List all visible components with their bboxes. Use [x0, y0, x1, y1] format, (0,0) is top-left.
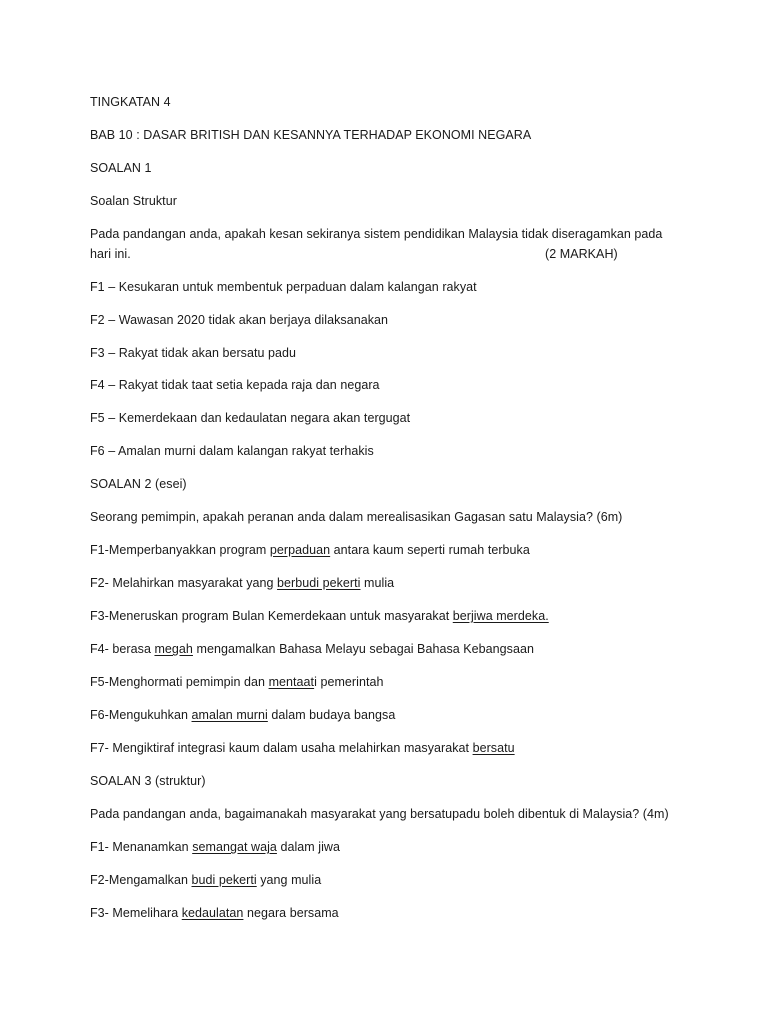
form-label: TINGKATAN 4: [90, 95, 171, 109]
chapter-title: BAB 10 : DASAR BRITISH DAN KESANNYA TERHADAP EKONOMI NEGARA: [90, 128, 532, 142]
q1-answer-f4: F4 – Rakyat tidak taat setia kepada raja dan negara: [90, 378, 380, 392]
q3-question: Pada pandangan anda, bagaimanakah masyarakat yang bersatupadu boleh dibentuk di Malaysia? (4m): [90, 807, 669, 821]
q2-answer-f1: F1-Memperbanyakkan program perpaduan antara kaum seperti rumah terbuka: [90, 543, 530, 557]
q1-question-line2: hari ini.: [90, 247, 131, 261]
q1-answer-f1: F1 – Kesukaran untuk membentuk perpaduan dalam kalangan rakyat: [90, 280, 477, 294]
q2-heading: SOALAN 2 (esei): [90, 477, 187, 491]
q3-answer-f3: F3- Memelihara kedaulatan negara bersama: [90, 906, 339, 920]
q2-question: Seorang pemimpin, apakah peranan anda dalam merealisasikan Gagasan satu Malaysia? (6m): [90, 510, 623, 524]
q2-answer-f4: F4- berasa megah mengamalkan Bahasa Melayu sebagai Bahasa Kebangsaan: [90, 642, 534, 656]
q1-answer-f3: F3 – Rakyat tidak akan bersatu padu: [90, 346, 297, 360]
q1-answer-f5: F5 – Kemerdekaan dan kedaulatan negara akan tergugat: [90, 411, 411, 425]
q1-answer-f6: F6 – Amalan murni dalam kalangan rakyat terhakis: [90, 444, 374, 458]
q1-heading: SOALAN 1: [90, 161, 152, 175]
q1-type: Soalan Struktur: [90, 194, 177, 208]
q1-question-line1: Pada pandangan anda, apakah kesan sekiranya sistem pendidikan Malaysia tidak diseragamkan pada: [90, 227, 663, 241]
q3-heading: SOALAN 3 (struktur): [90, 774, 206, 788]
q2-answer-f3: F3-Meneruskan program Bulan Kemerdekaan untuk masyarakat berjiwa merdeka.: [90, 609, 549, 623]
q1-marks: (2 MARKAH): [545, 247, 618, 261]
q2-answer-f2: F2- Melahirkan masyarakat yang berbudi pekerti mulia: [90, 576, 395, 590]
q3-answer-f2: F2-Mengamalkan budi pekerti yang mulia: [90, 873, 322, 887]
q2-answer-f7: F7- Mengiktiraf integrasi kaum dalam usaha melahirkan masyarakat bersatu: [90, 741, 515, 755]
q2-answer-f5: F5-Menghormati pemimpin dan mentaati pemerintah: [90, 675, 384, 689]
q3-answer-f1: F1- Menanamkan semangat waja dalam jiwa: [90, 840, 340, 854]
q2-answer-f6: F6-Mengukuhkan amalan murni dalam budaya bangsa: [90, 708, 396, 722]
q1-answer-f2: F2 – Wawasan 2020 tidak akan berjaya dilaksanakan: [90, 313, 388, 327]
